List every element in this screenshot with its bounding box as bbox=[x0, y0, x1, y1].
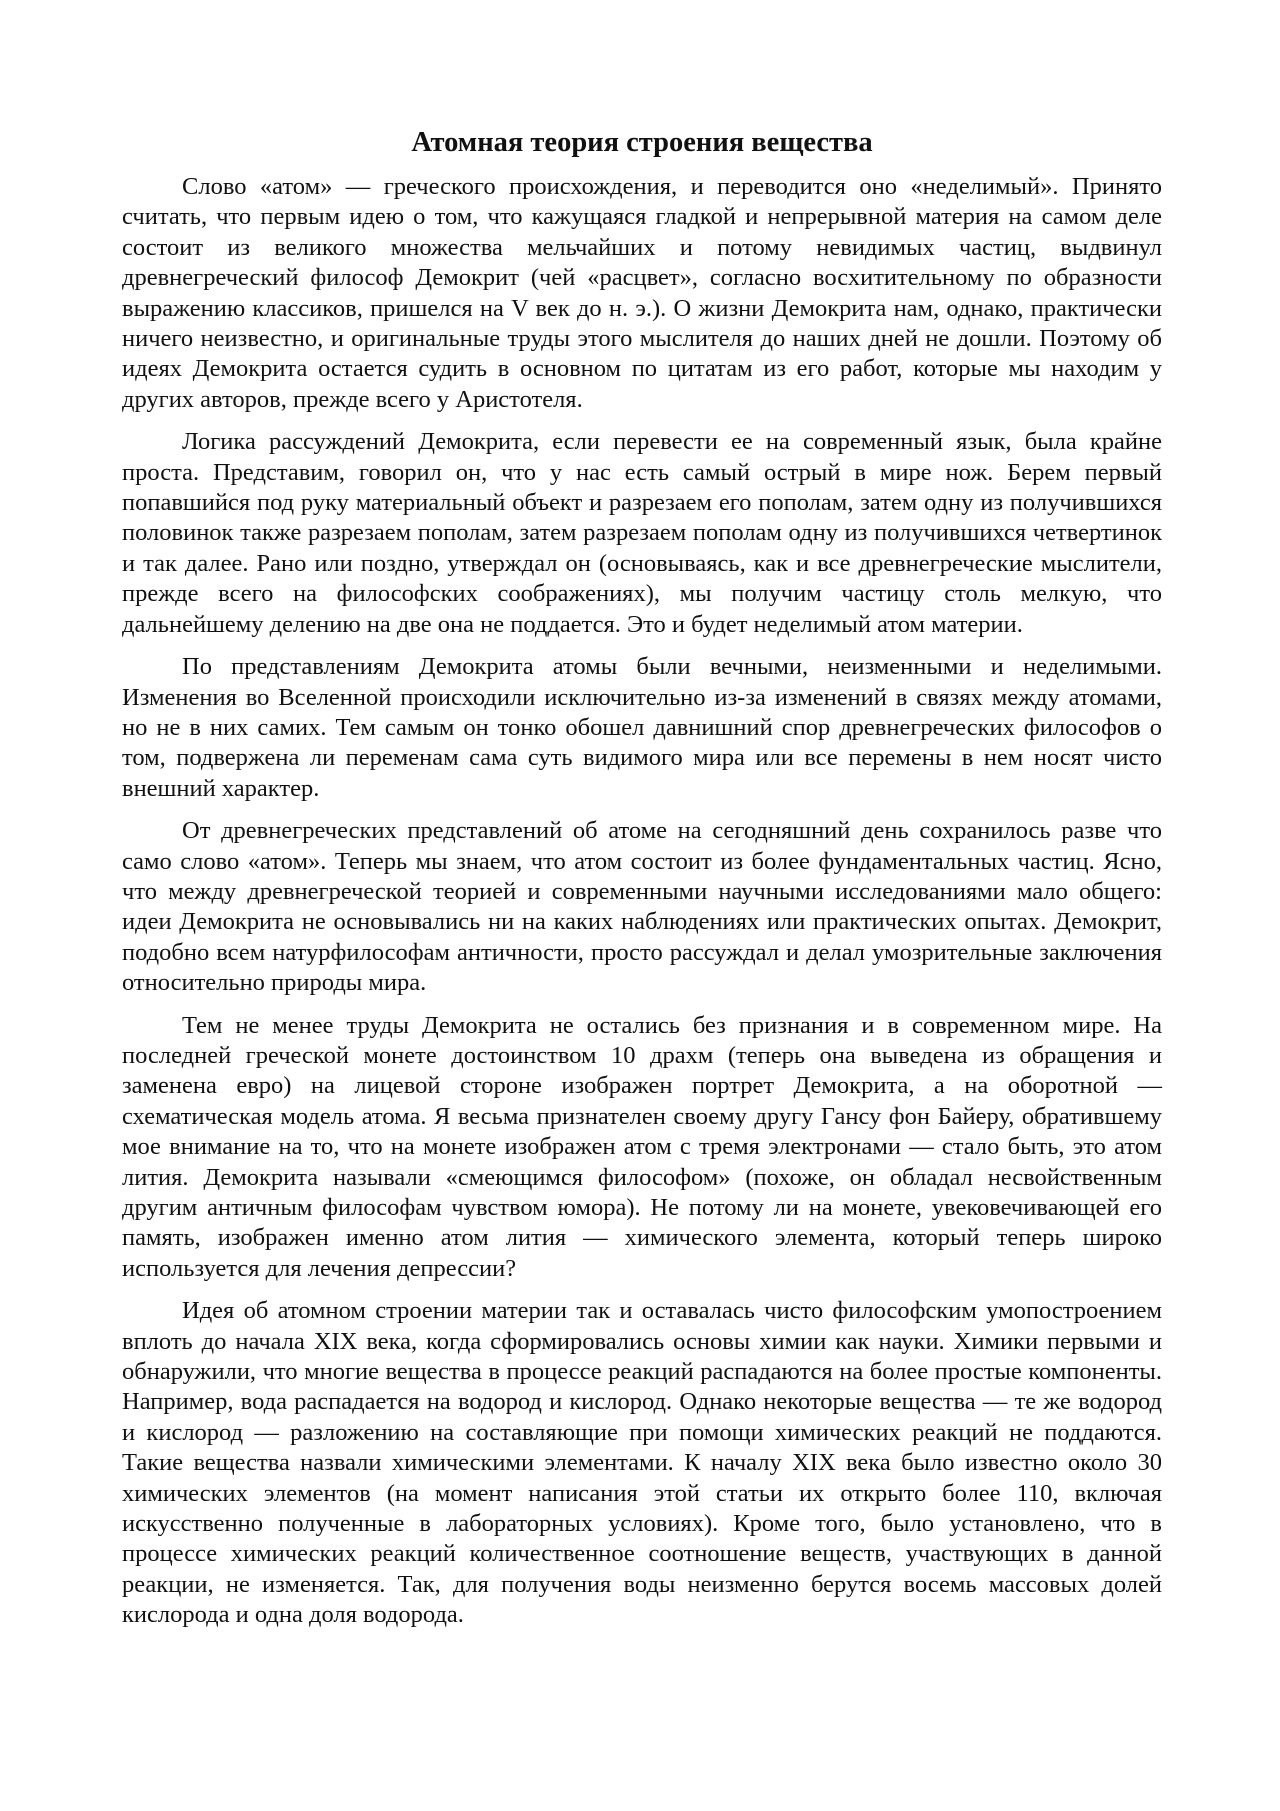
paragraph-modern-view: От древнегреческих представлений об атоме на сегодняшний день сохранилось разве что само слово «атом». Теперь мы знаем, что атом состоит из более фундаментальных частиц. Ясно, что между древнегреческой теорией и современными научными исследованиями мало общего: идеи Демокрита не основывались ни на каких наблюдениях или практических опытах. Демокрит, подобно всем натурфилософам античности, просто рассуждал и делал умозрительные заключения относительно природы мира. bbox=[122, 817, 1162, 997]
document-title: Атомная теория строения вещества bbox=[411, 127, 873, 158]
paragraph-etymology: Слово «атом» — греческого происхождения, и переводится оно «неделимый». Принято считать, что первым идею о том, что кажущаяся гладкой и непрерывной материя на самом деле состоит из великого множества мельчайших и потому невидимых частиц, выдвинул древнегреческий философ Демокрит (чей «расцвет», согласно восхитительному по образности выражению классиков, пришелся на V век до н. э.). О жизни Демокрита нам, однако, практически ничего неизвестно, и оригинальные труды этого мыслителя до наших дней не дошли. Поэтому об идеях Демокрита остается судить в основном по цитатам из его работ, которые мы находим у других авторов, прежде всего у Аристотеля. bbox=[122, 173, 1162, 413]
paragraph-coin: Тем не менее труды Демокрита не остались без признания и в современном мире. На последней греческой монете достоинством 10 драхм (теперь она выведена из обращения и заменена евро) на лицевой стороне изображен портрет Демокрита, а на оборотной — схематическая модель атома. Я весьма признателен своему другу Гансу фон Байеру, обратившему мое внимание на то, что на монете изображен атом с тремя электронами — стало быть, это атом лития. Демокрита называли «смеющимся философом» (похоже, он обладал несвойственным другим античным философам чувством юмора). Не потому ли на монете, увековечивающей его память, изображен именно атом лития — химического элемента, который теперь широко используется для лечения депрессии? bbox=[122, 1011, 1162, 1282]
paragraph-eternal-atoms: По представлениям Демокрита атомы были вечными, неизменными и неделимыми. Изменения во Вселенной происходили исключительно из-за изменений в связях между атомами, но не в них самих. Тем самым он тонко обошел давнишний спор древнегреческих философов о том, подвержена ли переменам сама суть видимого мира или все перемены в нем носят чисто внешний характер. bbox=[122, 653, 1162, 802]
paragraph-chemistry: Идея об атомном строении материи так и оставалась чисто философским умопостроением вплоть до начала XIX века, когда сформировались основы химии как науки. Химики первыми и обнаружили, что многие вещества в процессе реакций распадаются на более простые компоненты. Например, вода распадается на водород и кислород. Однако некоторые вещества — те же водород и кислород — разложению на составляющие при помощи химических реакций не поддаются. Такие вещества назвали химическими элементами. К началу XIX века было известно около 30 химических элементов (на момент написания этой статьи их открыто более 110, включая искусственно полученные в лабораторных условиях). Кроме того, было установлено, что в процессе химических реакций количественное соотношение веществ, участвующих в данной реакции, не изменяется. Так, для получения воды неизменно берутся восемь массовых долей кислорода и одна доля водорода. bbox=[122, 1297, 1162, 1629]
paragraph-logic: Логика рассуждений Демокрита, если перевести ее на современный язык, была крайне проста. Представим, говорил он, что у нас есть самый острый в мире нож. Берем первый попавшийся под руку материальный объект и разрезаем его пополам, затем одну из получившихся половинок также разрезаем пополам, затем разрезаем пополам одну из получившихся четвертинок и так далее. Рано или поздно, утверждал он (основываясь, как и все древнегреческие мыслители, прежде всего на философских соображениях), мы получим частицу столь мелкую, что дальнейшему делению на две она не поддается. Это и будет неделимый атом материи. bbox=[122, 428, 1162, 638]
document-page bbox=[122, 120, 1162, 1643]
